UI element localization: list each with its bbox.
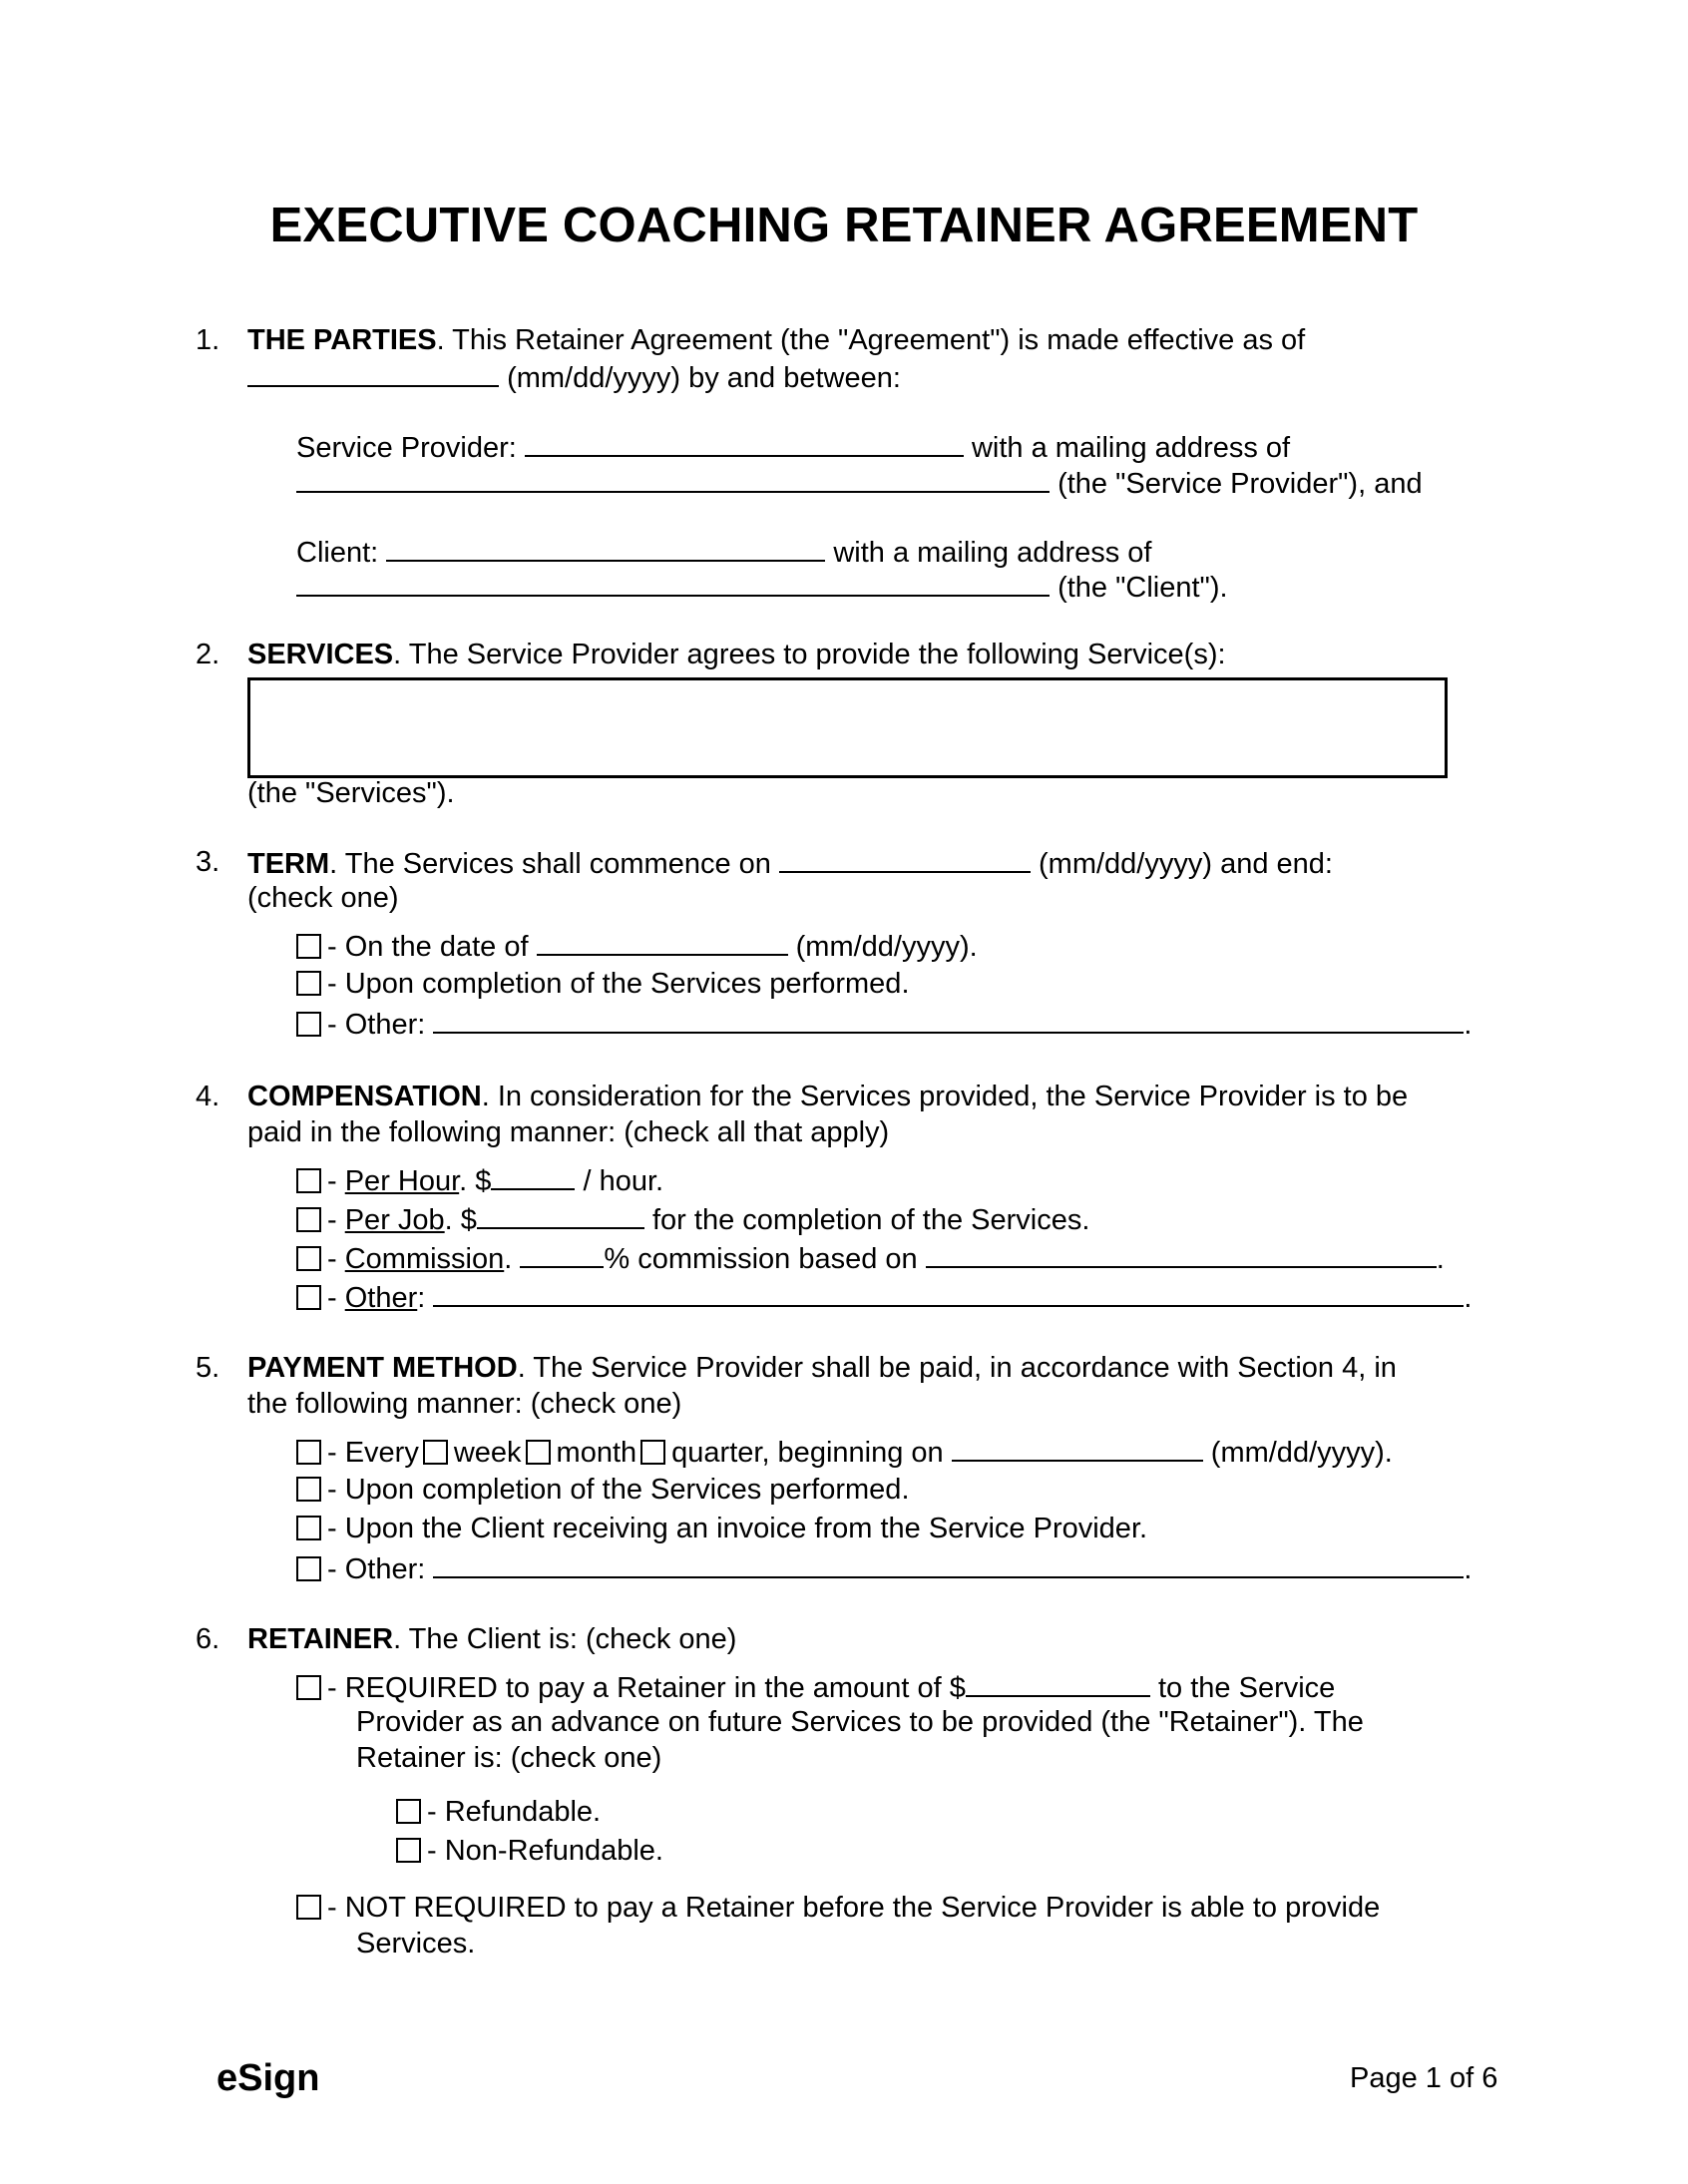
term-date-label: - On the date of [327,931,529,963]
provider-address-field[interactable] [296,464,1050,493]
commission-period: . [504,1243,513,1275]
section-5-heading: PAYMENT METHOD [247,1352,518,1384]
term-completion-label: - Upon completion of the Services performed. [327,968,910,1000]
retainer-not-required-checkbox[interactable] [296,1895,321,1920]
commission-checkbox[interactable] [296,1246,321,1271]
pay-invoice-checkbox[interactable] [296,1516,321,1540]
esign-logo: eSign [216,2057,320,2099]
section-4-text: . In consideration for the Services provided, the Service Provider is to be [481,1081,1409,1112]
term-date-checkbox[interactable] [296,934,321,959]
client-tail: (the "Client"). [1057,572,1228,604]
commission-end-period: . [1436,1243,1445,1275]
section-1-number: 1. [196,324,220,356]
hourly-rate-field[interactable] [491,1161,575,1190]
services-textbox[interactable] [247,677,1448,778]
end-date-field[interactable] [537,927,788,956]
section-5-line-1 [247,1350,1397,1386]
term-option-date [296,927,978,965]
per-job-checkbox[interactable] [296,1207,321,1232]
term-other-period: . [1464,1009,1473,1041]
section-2-heading: SERVICES [247,639,394,670]
section-6-heading: RETAINER [247,1623,394,1655]
comp-other-checkbox[interactable] [296,1285,321,1310]
non-refundable-label: - Non-Refundable. [427,1835,663,1867]
refundable-checkbox[interactable] [396,1799,421,1824]
pay-other [296,1549,1472,1587]
client-address-line [296,568,1228,606]
pay-other-field[interactable] [433,1549,1464,1578]
section-4-heading: COMPENSATION [247,1081,482,1112]
comp-commission [296,1239,1445,1277]
retainer-required-checkbox[interactable] [296,1675,321,1700]
client-line [296,533,1151,571]
term-option-completion [296,966,910,1002]
commission-label: Commission [344,1243,505,1275]
commence-date-field[interactable] [779,844,1031,873]
per-hour-unit: / hour. [583,1165,664,1197]
section-3-check-one: (check one) [247,882,399,914]
provider-mailing-label: with a mailing address of [971,432,1291,464]
section-3-heading: TERM [247,848,330,880]
retainer-not-required-label: - NOT REQUIRED to pay a Retainer before the Service Provider is able to provide [327,1892,1381,1924]
retainer-required-line-2: Provider as an advance on future Services to be provided (the "Retainer"). The [356,1706,1364,1738]
retainer-required [296,1668,1335,1706]
month-checkbox[interactable] [526,1440,551,1465]
provider-address-line [296,464,1423,502]
retainer-refundable [396,1794,601,1830]
section-4-line-1 [247,1079,1408,1114]
commission-tail: % commission based on [604,1243,918,1275]
retainer-required-tail: to the Service [1157,1672,1336,1704]
comp-other-period: . [1464,1282,1473,1314]
term-date-format: (mm/dd/yyyy). [795,931,978,963]
per-job-dash: - [327,1204,345,1236]
section-2-number: 2. [196,639,220,670]
comp-other-field[interactable] [433,1278,1464,1307]
section-2-line-1 [247,637,1226,672]
pay-completion [296,1472,910,1508]
provider-line [296,428,1290,466]
section-3-number: 3. [196,846,220,878]
section-4-line-2: paid in the following manner: (check all that apply) [247,1116,890,1148]
per-hour-label: Per Hour [344,1165,460,1197]
section-2-text: . The Service Provider agrees to provide the following Service(s): [393,639,1226,670]
commission-basis-field[interactable] [926,1239,1437,1268]
retainer-non-refundable [396,1833,663,1869]
section-3-text-2: (mm/dd/yyyy) and end: [1039,848,1333,880]
comp-other-dash: - [327,1282,345,1314]
section-5-line-2: the following manner: (check one) [247,1388,682,1420]
section-3-line-1 [247,844,1333,882]
retainer-required-line-3: Retainer is: (check one) [356,1742,662,1774]
comp-per-job [296,1200,1089,1238]
provider-name-field[interactable] [525,428,964,457]
per-job-label: Per Job [344,1204,445,1236]
section-1-text: . This Retainer Agreement (the "Agreement") is made effective as of [436,324,1306,356]
section-6-number: 6. [196,1623,220,1655]
page-number: Page 1 of 6 [1350,2062,1498,2094]
month-label: month [556,1437,637,1469]
document-title: EXECUTIVE COACHING RETAINER AGREEMENT [269,199,1419,252]
commission-percent-field[interactable] [520,1239,604,1268]
pay-other-period: . [1464,1553,1473,1585]
pay-every [296,1433,1393,1471]
section-1-line-2 [247,358,901,396]
quarter-label: quarter, beginning on [671,1437,944,1469]
term-completion-checkbox[interactable] [296,971,321,996]
services-after: (the "Services"). [247,777,455,809]
client-address-field[interactable] [296,568,1050,597]
comp-other-label: Other [344,1282,418,1314]
section-6-text: . The Client is: (check one) [393,1623,737,1655]
section-6-line-1 [247,1621,736,1657]
pay-completion-label: - Upon completion of the Services performed. [327,1474,910,1506]
term-other-label: - Other: [327,1009,426,1041]
week-checkbox[interactable] [423,1440,448,1465]
retainer-amount-field[interactable] [966,1668,1150,1697]
pay-every-checkbox[interactable] [296,1440,321,1465]
term-option-other [296,1005,1472,1043]
week-label: week [453,1437,522,1469]
non-refundable-checkbox[interactable] [396,1838,421,1863]
pay-date-format: (mm/dd/yyyy). [1210,1437,1393,1469]
effective-date-field[interactable] [247,358,499,387]
comp-other-colon: : [417,1282,426,1314]
pay-invoice [296,1511,1147,1546]
per-job-dollar: . $ [444,1204,477,1236]
provider-tail: (the "Service Provider"), and [1057,468,1423,500]
section-5-text: . The Service Provider shall be paid, in accordance with Section 4, in [517,1352,1397,1384]
term-other-field[interactable] [433,1005,1464,1034]
pay-invoice-label: - Upon the Client receiving an invoice from the Service Provider. [327,1513,1148,1544]
section-5-number: 5. [196,1352,220,1384]
date-format-text: (mm/dd/yyyy) by and between: [507,362,901,394]
comp-per-hour [296,1161,663,1199]
provider-label: Service Provider: [296,432,517,464]
retainer-not-required [296,1890,1380,1926]
pay-other-label: - Other: [327,1553,426,1585]
pay-every-label: - Every [327,1437,419,1469]
comp-other [296,1278,1472,1316]
section-1-heading: THE PARTIES [247,324,437,356]
term-other-checkbox[interactable] [296,1012,321,1037]
job-amount-field[interactable] [477,1200,644,1229]
section-1-line-1 [247,322,1305,358]
section-3-text: . The Services shall commence on [329,848,771,880]
pay-other-checkbox[interactable] [296,1556,321,1581]
section-4-number: 4. [196,1081,220,1112]
client-mailing-label: with a mailing address of [833,537,1152,569]
pay-completion-checkbox[interactable] [296,1477,321,1502]
client-name-field[interactable] [386,533,825,562]
per-hour-dash: - [327,1165,345,1197]
quarter-checkbox[interactable] [640,1440,665,1465]
retainer-not-required-line-2: Services. [356,1928,476,1960]
refundable-label: - Refundable. [427,1796,602,1828]
per-hour-checkbox[interactable] [296,1168,321,1193]
pay-begin-date-field[interactable] [952,1433,1203,1462]
client-label: Client: [296,537,379,569]
retainer-required-label: - REQUIRED to pay a Retainer in the amount of $ [327,1672,966,1704]
per-hour-dollar: . $ [459,1165,492,1197]
per-job-tail: for the completion of the Services. [651,1204,1090,1236]
commission-dash: - [327,1243,345,1275]
